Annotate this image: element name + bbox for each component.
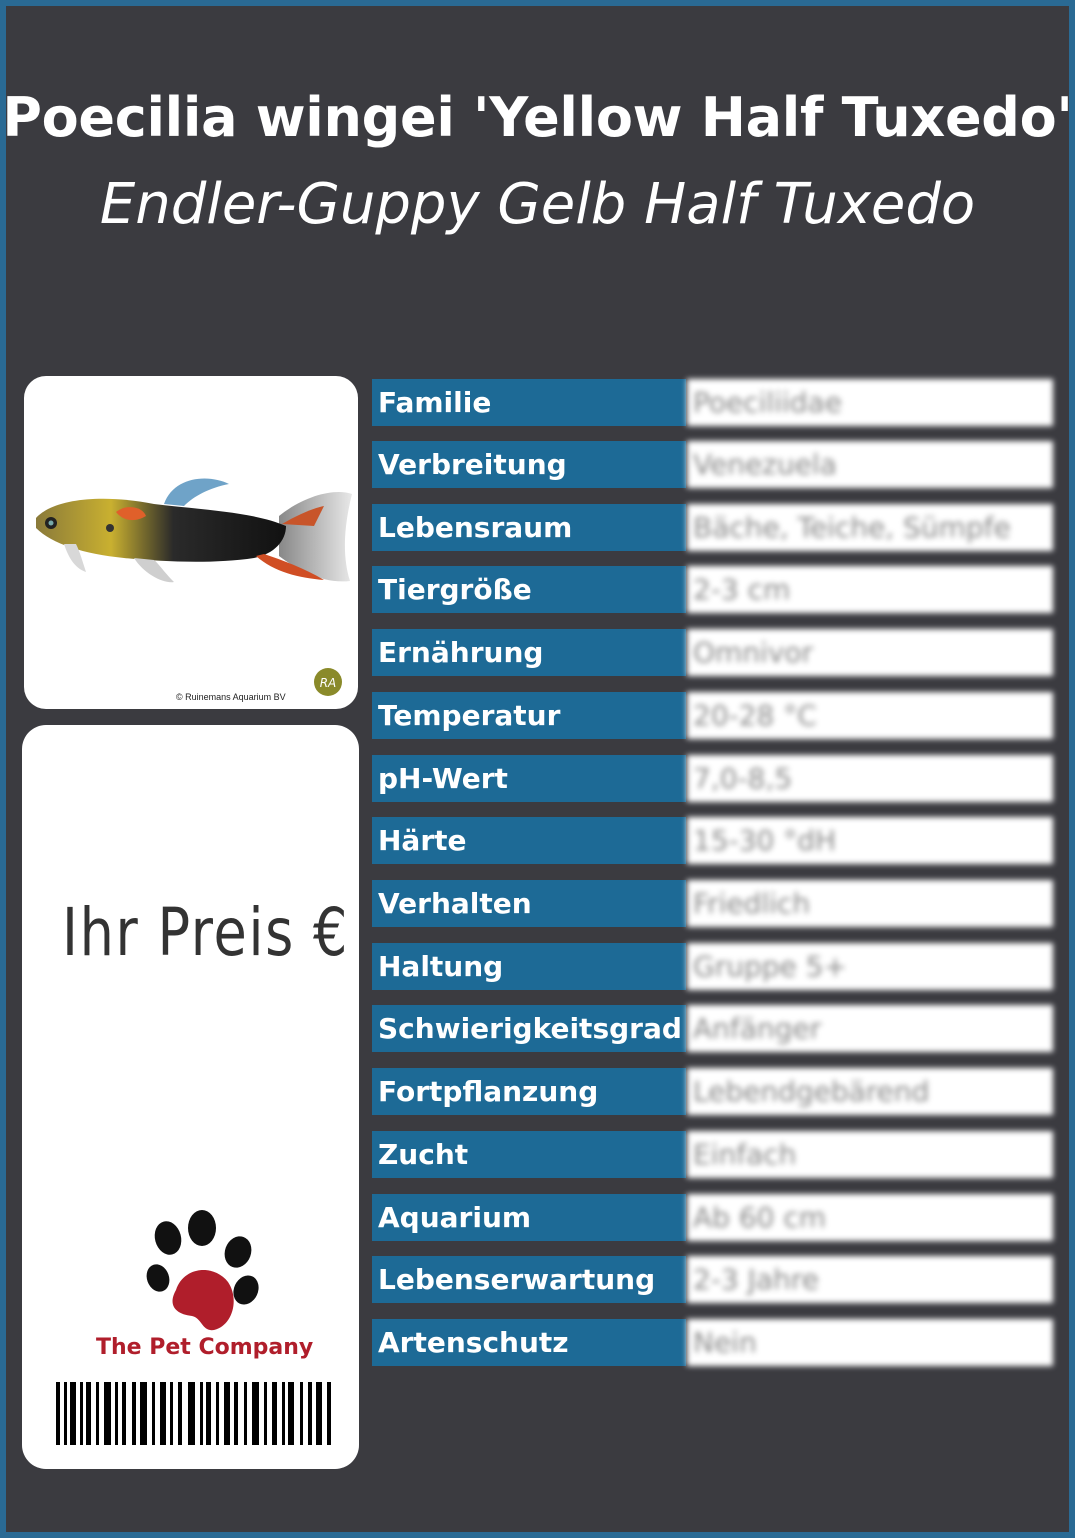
- row-label: Temperatur: [372, 692, 686, 739]
- table-row: [372, 629, 1053, 676]
- row-value: Anfänger: [687, 1005, 1053, 1052]
- row-value: Friedlich: [687, 880, 1053, 927]
- euro-sign: €: [312, 894, 350, 971]
- row-value: 20-28 °C: [687, 692, 1053, 739]
- table-row: [372, 880, 1053, 927]
- row-label: Härte: [372, 817, 686, 864]
- row-value: Nein: [687, 1319, 1053, 1366]
- row-value: Venezuela: [687, 441, 1053, 488]
- table-row: [372, 1068, 1053, 1115]
- row-value: 15-30 °dH: [687, 817, 1053, 864]
- row-label: Zucht: [372, 1131, 686, 1178]
- price-word-1: Ihr: [62, 894, 140, 971]
- page-title: Poecilia wingei 'Yellow Half Tuxedo': [2, 86, 1073, 149]
- table-row: [372, 1131, 1053, 1178]
- row-label: pH-Wert: [372, 755, 686, 802]
- row-label: Fortpflanzung: [372, 1068, 686, 1115]
- barcode: [56, 1382, 334, 1445]
- row-label: Lebensraum: [372, 504, 686, 551]
- row-value: 2-3 cm: [687, 566, 1053, 613]
- row-label: Artenschutz: [372, 1319, 686, 1366]
- row-value: Lebendgebärend: [687, 1068, 1053, 1115]
- row-value: Gruppe 5+: [687, 943, 1053, 990]
- photo-credit: © Ruinemans Aquarium BV: [176, 692, 286, 702]
- table-row: [372, 755, 1053, 802]
- price-label: [62, 894, 367, 971]
- table-row: [372, 817, 1053, 864]
- row-value: Omnivor: [687, 629, 1053, 676]
- table-row: [372, 379, 1053, 426]
- table-row: [372, 1256, 1053, 1303]
- row-label: Aquarium: [372, 1194, 686, 1241]
- row-value: Ab 60 cm: [687, 1194, 1053, 1241]
- price-word-2: Preis: [157, 894, 295, 971]
- row-label: Lebenserwartung: [372, 1256, 686, 1303]
- row-label: Verbreitung: [372, 441, 686, 488]
- table-row: [372, 504, 1053, 551]
- svg-text:RA: RA: [319, 676, 337, 690]
- table-row: [372, 566, 1053, 613]
- brand-name: The Pet Company: [96, 1335, 314, 1360]
- row-value: Bäche, Teiche, Sümpfe: [687, 504, 1053, 551]
- row-label: Familie: [372, 379, 686, 426]
- table-row: [372, 1194, 1053, 1241]
- row-value: Einfach: [687, 1131, 1053, 1178]
- row-label: Schwierigkeitsgrad: [372, 1005, 686, 1052]
- page-subtitle: Endler-Guppy Gelb Half Tuxedo: [99, 172, 976, 237]
- table-row: [372, 441, 1053, 488]
- row-value: 2-3 Jahre: [687, 1256, 1053, 1303]
- fish-image: [24, 376, 358, 709]
- table-row: [372, 943, 1053, 990]
- row-label: Haltung: [372, 943, 686, 990]
- row-value: Poeciliidae: [687, 379, 1053, 426]
- table-row: [372, 1319, 1053, 1366]
- table-row: [372, 692, 1053, 739]
- row-label: Tiergröße: [372, 566, 686, 613]
- row-value: 7,0-8,5: [687, 755, 1053, 802]
- fish-photo-box: [24, 376, 358, 709]
- paw-icon: [136, 1208, 266, 1336]
- row-label: Ernährung: [372, 629, 686, 676]
- table-row: [372, 1005, 1053, 1052]
- row-label: Verhalten: [372, 880, 686, 927]
